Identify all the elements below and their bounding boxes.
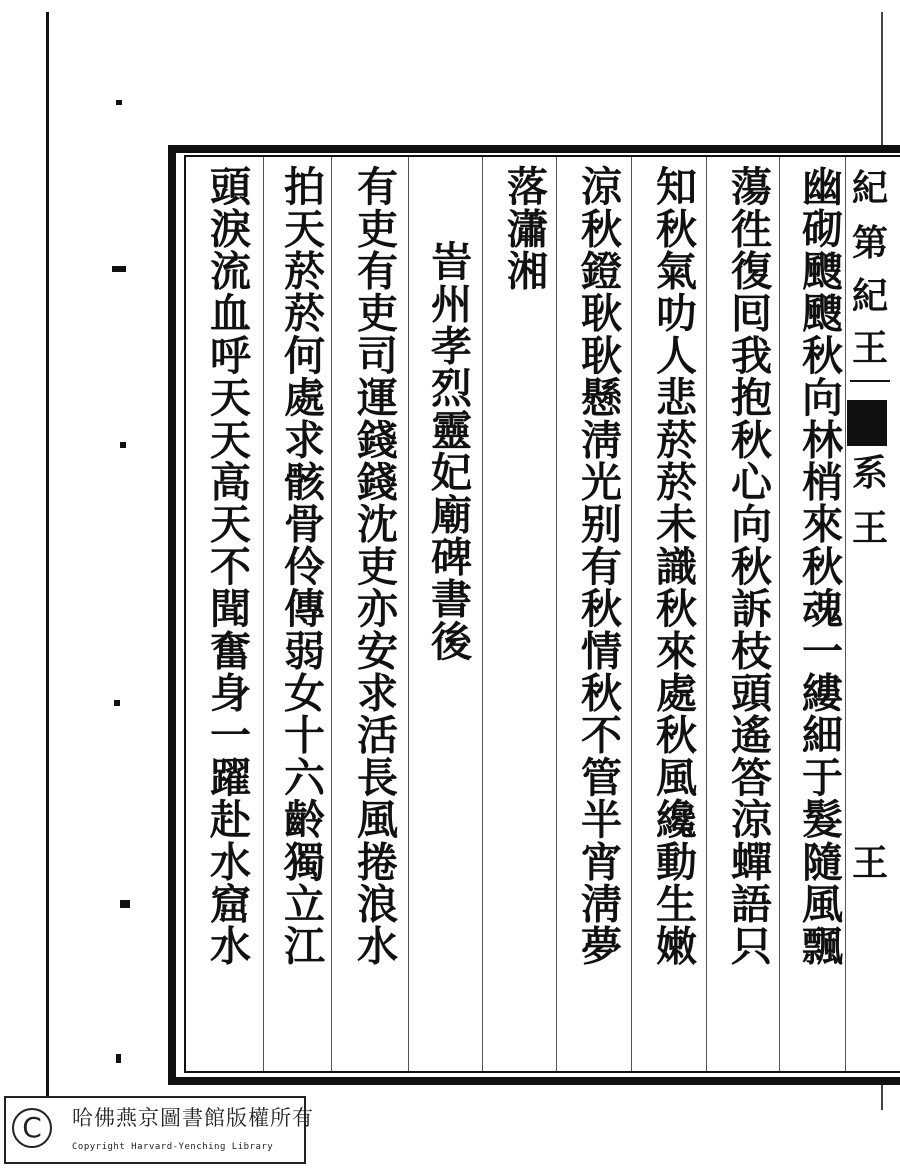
text-column-1: 幽砌颼颼秋向林梢來秋魂一縷細于髮隨風飄 [795,165,843,967]
text-column-3: 知秋氣叻人悲菸菸未識秋來處秋風纔動生嫩 [649,165,697,967]
right-edge-char: 王 [852,327,889,369]
scan-speck [120,900,130,908]
stamp-english-text: Copyright Harvard-Yenching Library [72,1142,274,1152]
column-rule [631,157,632,1071]
right-edge-char: 紀 [852,167,889,209]
text-column-7: 有吏有吏司運錢錢沈吏亦安求活長風捲浪水 [350,165,398,967]
column-rule [556,157,557,1071]
text-column-5: 落瀟湘 [500,165,548,292]
column-rule [263,157,264,1071]
right-edge-line [850,380,890,382]
scan-speck [116,100,122,105]
text-column-9: 頭淚流血呼天天高天不聞奮身一躍赴水窟水 [203,165,251,967]
column-rule [706,157,707,1071]
right-edge-char: 第 [852,222,889,264]
text-column-4: 涼秋鐙耿耿懸淸光别有秋情秋不管半宵淸夢 [574,165,622,967]
column-rule [408,157,409,1071]
poem-title: 峕州孝烈靈妃廟碑書後 [424,240,472,662]
stamp-chinese-text: 哈佛燕京圖書館版權所有 [72,1106,314,1130]
column-rule [331,157,332,1071]
right-edge-char: 王 [852,507,889,549]
scan-speck [112,266,126,272]
scan-speck [114,700,120,706]
page-left-rule [46,12,49,1110]
scan-speck [116,1054,121,1063]
scan-speck [120,442,126,448]
text-column-8: 拍天菸菸何處求骸骨伶傳弱女十六齡獨立江 [277,165,325,967]
text-column-2: 蕩徃復囘我抱秋心向秋訴枝頭遙答涼蟬語只 [724,165,772,967]
right-edge-char: 系 [852,452,889,494]
column-rule [482,157,483,1071]
right-edge-block [847,400,887,446]
right-edge-char: 紀 [852,275,889,317]
column-rule [779,157,780,1071]
right-edge-char: 王 [852,842,889,884]
copyright-icon: C [12,1108,52,1148]
